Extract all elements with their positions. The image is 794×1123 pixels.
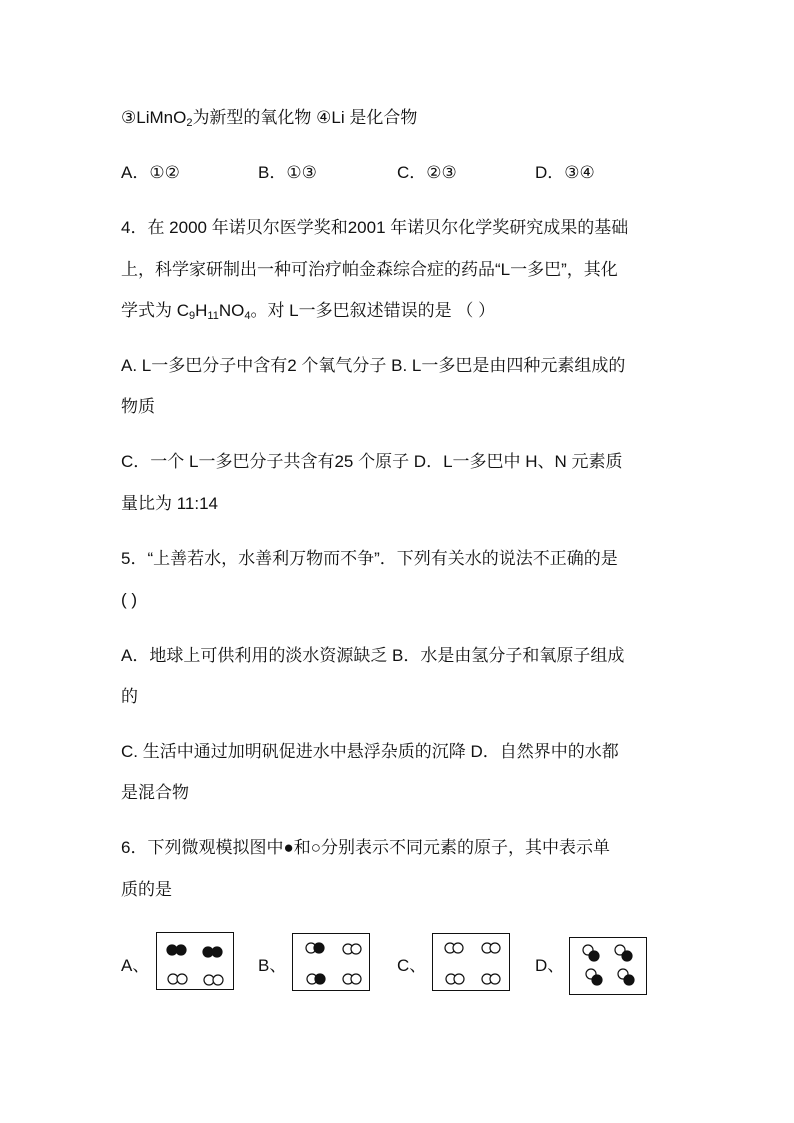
q4-options-c-d: C．一个 L一多巴分子共含有25 个原子 D．L一多巴中 H、N 元素质 <box>121 452 623 471</box>
q5-options-a-b-cont: 的 <box>121 687 138 706</box>
q3-option-c: C．②③ <box>397 163 457 182</box>
q6-option-a-diagram <box>156 932 234 990</box>
molecule-diagram-d <box>570 938 648 996</box>
q6-option-d-label: D、 <box>535 956 565 975</box>
q4-stem-line-2: 上，科学家研制出一种可治疗帕金森综合症的药品“L一多巴”，其化 <box>121 260 618 279</box>
q4-options-c-d-cont: 量比为 11:14 <box>121 494 219 513</box>
q6-stem-line-1: 6．下列微观模拟图中●和○分别表示不同元素的原子，其中表示单 <box>121 838 610 857</box>
molecule-diagram-b <box>293 934 371 992</box>
q3-option-d: D．③④ <box>535 163 595 182</box>
q3-option-b: B．①③ <box>258 163 317 182</box>
q4-options-a-b: A. L一多巴分子中含有2 个氧气分子 B. L一多巴是由四种元素组成的 <box>121 356 626 375</box>
q4-stem-line-3: 学式为 $C_9H_{11}NO_4$。对 L一多巴叙述错误的是 （ ） <box>121 301 496 322</box>
q4-options-a-b-cont: 物质 <box>121 397 155 416</box>
q4-stem-line-1: 4．在 2000 年诺贝尔医学奖和2001 年诺贝尔化学奖研究成果的基础 <box>121 218 629 237</box>
q5-options-c-d: C. 生活中通过加明矾促进水中悬浮杂质的沉降 D．自然界中的水都 <box>121 742 619 761</box>
q6-option-d-diagram <box>569 937 647 995</box>
q6-option-b-diagram <box>292 933 370 991</box>
q6-option-c-label: C、 <box>397 956 427 975</box>
q5-options-c-d-cont: 是混合物 <box>121 783 189 802</box>
q6-stem-line-2: 质的是 <box>121 880 172 899</box>
q5-stem-line-2: ( ) <box>121 590 138 609</box>
q5-stem-line-1: 5．“上善若水，水善利万物而不争”．下列有关水的说法不正确的是 <box>121 549 618 568</box>
q5-options-a-b: A．地球上可供利用的淡水资源缺乏 B．水是由氢分子和氧原子组成 <box>121 646 625 665</box>
molecule-diagram-c <box>433 934 511 992</box>
molecule-diagram-a <box>157 933 235 991</box>
q6-option-c-diagram <box>432 933 510 991</box>
statement-3-4: ③LiMnO$_2$为新型的氧化物 ④Li 是化合物 <box>121 108 418 129</box>
q6-option-b-label: B、 <box>258 956 287 975</box>
q3-option-a: A．①② <box>121 163 180 182</box>
q6-option-a-label: A、 <box>121 956 150 975</box>
